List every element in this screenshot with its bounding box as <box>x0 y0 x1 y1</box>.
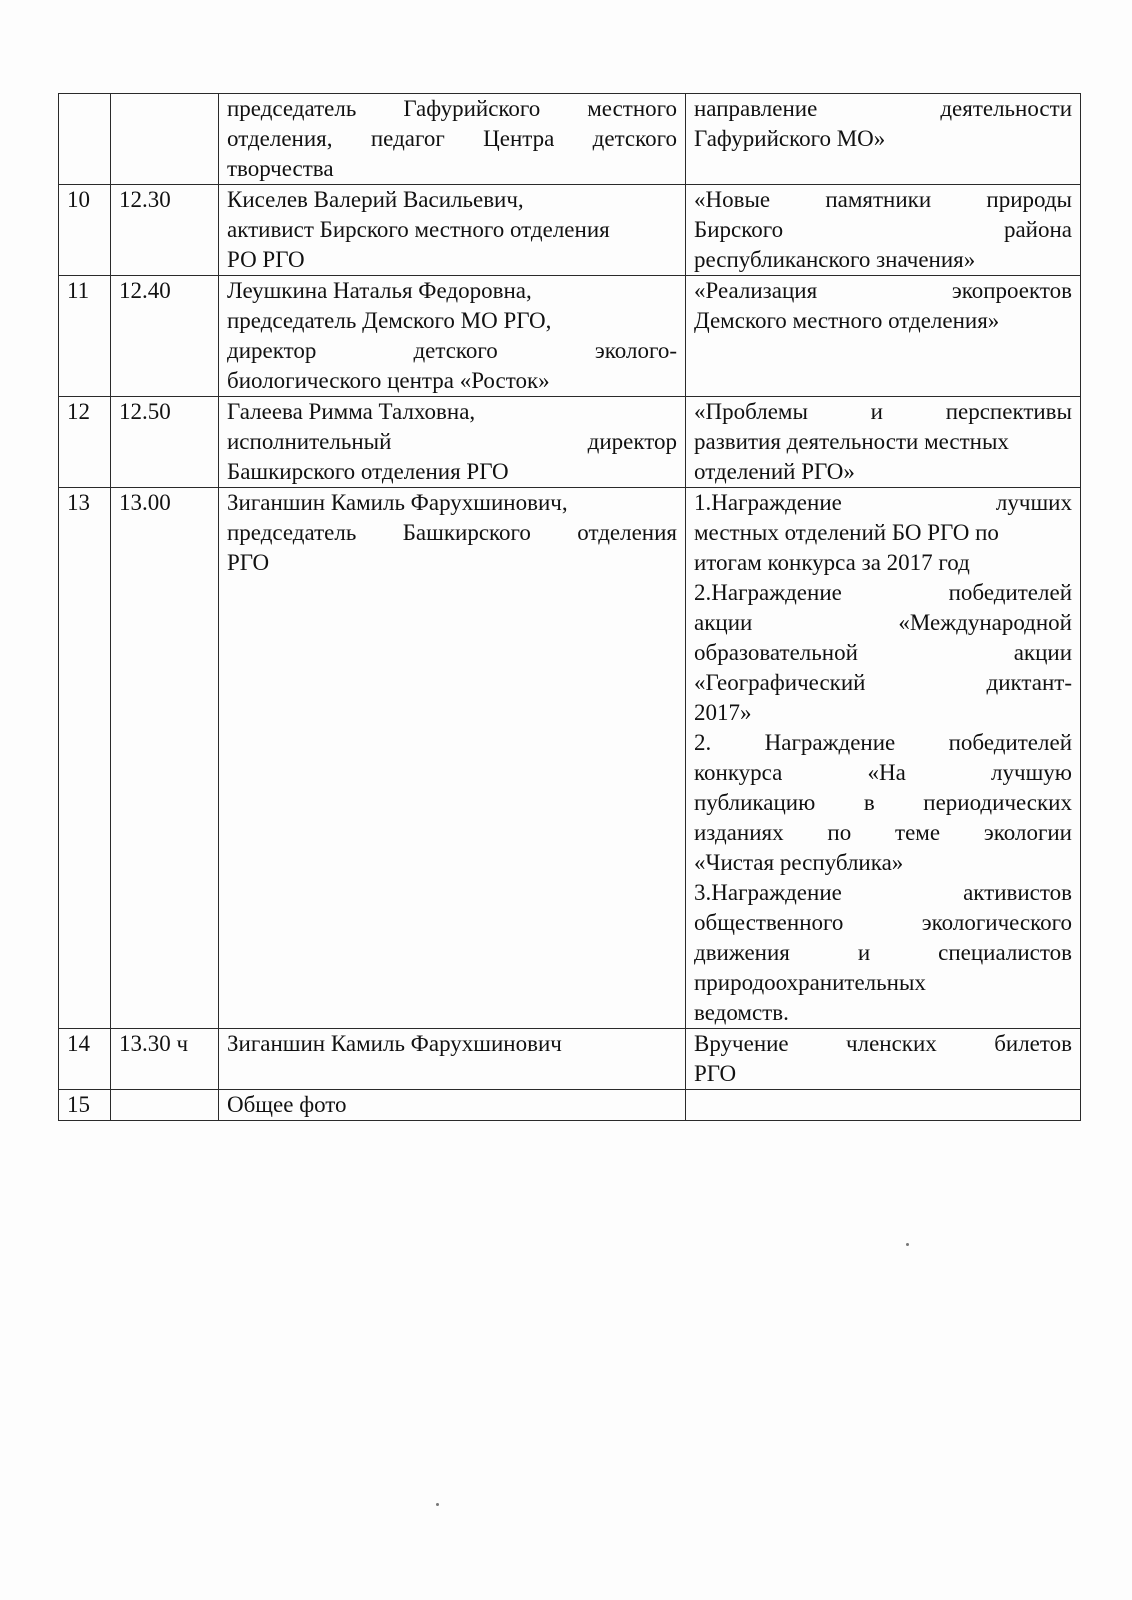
topic-line: движения и специалистов <box>694 940 1072 965</box>
row-topic <box>686 397 1081 488</box>
topic-line: «Новые памятники природы <box>694 187 1072 212</box>
speaker-line: председатель Демского МО РГО, <box>227 308 552 333</box>
row-speaker <box>219 94 686 185</box>
scan-speck <box>906 1243 909 1246</box>
topic-line: ведомств. <box>694 1000 789 1025</box>
speaker-line: творчества <box>227 156 334 181</box>
scan-speck <box>436 1503 439 1506</box>
speaker-line: Зиганшин Камиль Фарухшинович, <box>227 490 568 515</box>
row-number: 14 <box>59 1029 111 1090</box>
row-time: 12.40 <box>111 276 219 397</box>
topic-line: «Проблемы и перспективы <box>694 399 1072 424</box>
speaker-line: РО РГО <box>227 247 305 272</box>
table-row <box>59 1090 1081 1121</box>
topic-line: местных отделений БО РГО по <box>694 520 999 545</box>
row-time: 13.00 <box>111 488 219 1029</box>
topic-line: «Реализация экопроектов <box>694 278 1072 303</box>
topic-line: 1.Награждение лучших <box>694 490 1072 515</box>
speaker-line: отделения, педагог Центра детского <box>227 126 677 151</box>
topic-line: 3.Награждение активистов <box>694 880 1072 905</box>
table-row <box>59 276 1081 397</box>
topic-line: конкурса «На лучшую <box>694 760 1072 785</box>
speaker-line: Леушкина Наталья Федоровна, <box>227 278 532 303</box>
topic-line: «Чистая республика» <box>694 850 904 875</box>
row-topic <box>686 276 1081 397</box>
table-row <box>59 185 1081 276</box>
topic-line: Вручение членских билетов <box>694 1031 1072 1056</box>
row-number: 13 <box>59 488 111 1029</box>
topic-line: Демского местного отделения» <box>694 308 1000 333</box>
topic-line: направление деятельности <box>694 96 1072 121</box>
topic-line: 2017» <box>694 700 752 725</box>
speaker-line: председатель Башкирского отделения <box>227 520 677 545</box>
topic-line: РГО <box>694 1061 737 1086</box>
topic-line: 2. Награждение победителей <box>694 730 1072 755</box>
speaker-line: председатель Гафурийского местного <box>227 96 677 121</box>
speaker-line: биологического центра «Росток» <box>227 368 550 393</box>
topic-line: итогам конкурса за 2017 год <box>694 550 970 575</box>
topic-line: Гафурийского МО» <box>694 126 886 151</box>
row-topic <box>686 185 1081 276</box>
row-time <box>111 94 219 185</box>
row-speaker <box>219 488 686 1029</box>
row-speaker <box>219 397 686 488</box>
row-time: 12.30 <box>111 185 219 276</box>
table-row <box>59 397 1081 488</box>
row-number: 10 <box>59 185 111 276</box>
program-table <box>58 93 1081 1121</box>
row-time: 13.30 ч <box>111 1029 219 1090</box>
speaker-line: Зиганшин Камиль Фарухшинович <box>227 1031 562 1056</box>
table-row <box>59 1029 1081 1090</box>
topic-line: изданиях по теме экологии <box>694 820 1072 845</box>
topic-line: развития деятельности местных <box>694 429 1009 454</box>
row-number: 15 <box>59 1090 111 1121</box>
row-topic <box>686 488 1081 1029</box>
speaker-line: исполнительный директор <box>227 429 677 454</box>
row-topic <box>686 94 1081 185</box>
row-speaker <box>219 1090 686 1121</box>
speaker-line: Общее фото <box>227 1092 347 1117</box>
topic-line: акции «Международной <box>694 610 1072 635</box>
topic-line: отделений РГО» <box>694 459 855 484</box>
speaker-line: Киселев Валерий Васильевич, <box>227 187 524 212</box>
speaker-line: РГО <box>227 550 270 575</box>
topic-line: Бирского района <box>694 217 1072 242</box>
row-time: 12.50 <box>111 397 219 488</box>
speaker-line: директор детского эколого- <box>227 338 677 363</box>
row-number: 12 <box>59 397 111 488</box>
row-number: 11 <box>59 276 111 397</box>
speaker-line: Башкирского отделения РГО <box>227 459 509 484</box>
table-row <box>59 94 1081 185</box>
row-speaker <box>219 276 686 397</box>
topic-line: республиканского значения» <box>694 247 976 272</box>
topic-line: публикацию в периодических <box>694 790 1072 815</box>
row-topic <box>686 1090 1081 1121</box>
row-number <box>59 94 111 185</box>
topic-line: 2.Награждение победителей <box>694 580 1072 605</box>
row-speaker <box>219 185 686 276</box>
program-table-body <box>59 94 1081 1121</box>
speaker-line: Галеева Римма Талховна, <box>227 399 476 424</box>
topic-line: «Географический диктант- <box>694 670 1072 695</box>
table-row <box>59 488 1081 1029</box>
topic-line: природоохранительных <box>694 970 926 995</box>
speaker-line: активист Бирского местного отделения <box>227 217 610 242</box>
row-time <box>111 1090 219 1121</box>
row-topic <box>686 1029 1081 1090</box>
topic-line: общественного экологического <box>694 910 1072 935</box>
topic-line: образовательной акции <box>694 640 1072 665</box>
row-speaker <box>219 1029 686 1090</box>
